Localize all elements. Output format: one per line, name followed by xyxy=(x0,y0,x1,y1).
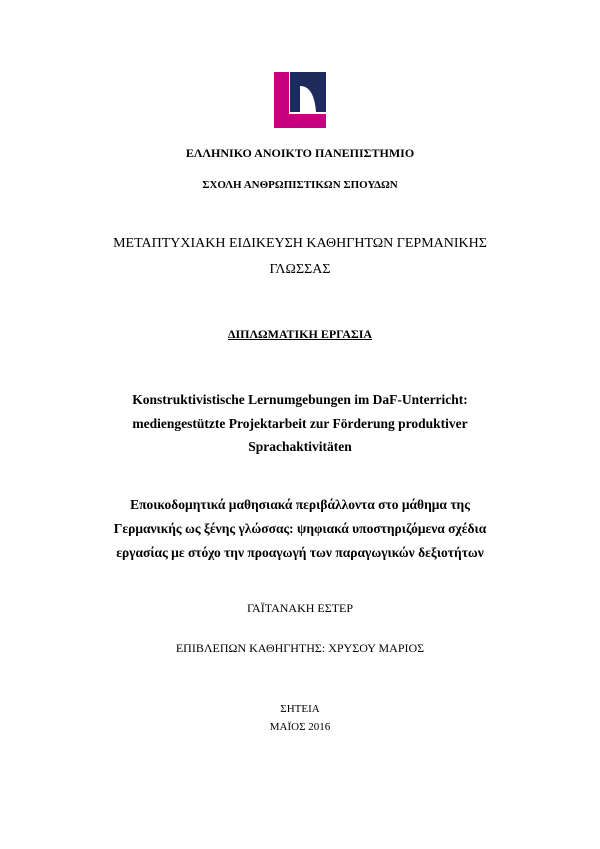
program-title-line1: ΜΕΤΑΠΤΥΧΙΑΚΗ ΕΙΔΙΚΕΥΣΗ ΚΑΘΗΓΗΤΩΝ ΓΕΡΜΑΝΙΚΗΣ xyxy=(113,236,487,251)
author-name: ΓΑΪΤΑΝΑΚΗ ΕΣΤΕΡ xyxy=(246,601,354,615)
program-title-line2: ΓΛΩΣΣΑΣ xyxy=(269,262,331,277)
greek-title-line1: Εποικοδομητικά μαθησιακά περιβάλλοντα στο μάθημα της xyxy=(130,497,470,512)
german-title-line1: Konstruktivistische Lernumgebungen im DaF-Unterricht: xyxy=(132,392,468,407)
school-name: ΣΧΟΛΗ ΑΝΘΡΩΠΙΣΤΙΚΩΝ ΣΠΟΥΔΩΝ xyxy=(202,179,398,191)
document-type: ΔΙΠΛΩΜΑΤΙΚΗ ΕΡΓΑΣΙΑ xyxy=(227,327,373,341)
university-name: ΕΛΛΗΝΙΚΟ ΑΝΟΙΚΤΟ ΠΑΝΕΠΙΣΤΗΜΙΟ xyxy=(185,146,415,160)
university-logo-icon xyxy=(274,72,326,128)
greek-title-line3: εργασίας με στόχο την προαγωγή των παραγωγικών δεξιοτήτων xyxy=(116,545,484,560)
date: ΜΑΪΟΣ 2016 xyxy=(269,721,331,733)
supervisor: ΕΠΙΒΛΕΠΩΝ ΚΑΘΗΓΗΤΗΣ: ΧΡΥΣΟΥ ΜΑΡΙΟΣ xyxy=(175,641,425,655)
place: ΣΗΤΕΙΑ xyxy=(280,703,320,715)
german-title-line2: mediengestützte Projektarbeit zur Förderung produktiver xyxy=(132,416,468,431)
german-title-line3: Sprachaktivitäten xyxy=(248,439,352,454)
greek-title-line2: Γερμανικής ως ξένης γλώσσας: ψηφιακά υποστηριζόμενα σχέδια xyxy=(113,521,487,536)
